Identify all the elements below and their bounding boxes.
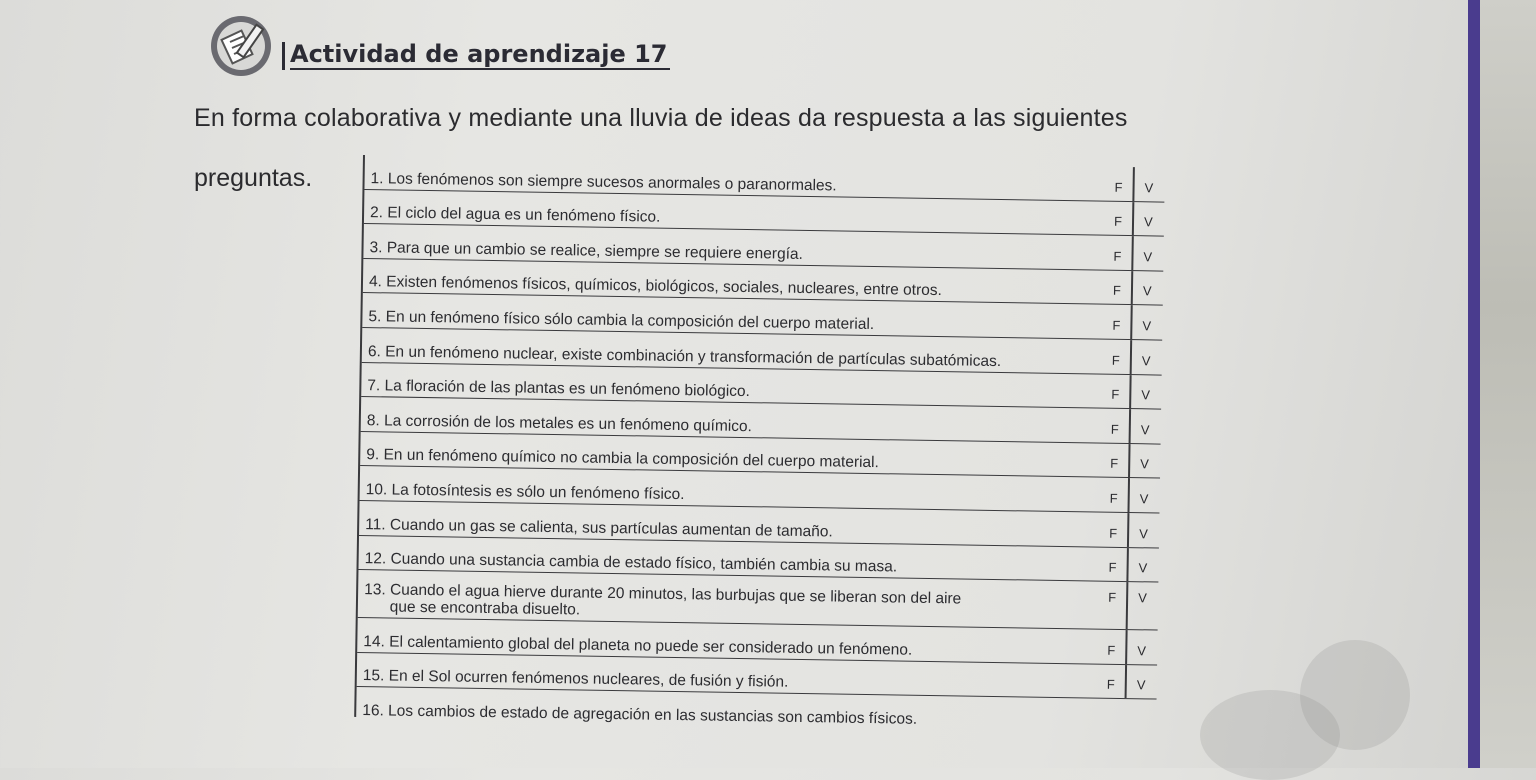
true-option[interactable]: V	[1140, 422, 1150, 438]
column-divider	[1127, 478, 1129, 512]
false-option[interactable]: F	[1109, 490, 1118, 506]
true-option[interactable]: V	[1143, 249, 1153, 265]
column-divider	[1126, 548, 1128, 582]
true-option[interactable]: V	[1143, 214, 1153, 230]
column-divider	[1129, 409, 1131, 443]
true-option[interactable]: V	[1142, 283, 1152, 299]
false-option[interactable]: F	[1114, 179, 1123, 195]
false-option[interactable]: F	[1111, 386, 1120, 403]
true-option[interactable]: V	[1136, 677, 1146, 693]
column-divider	[1128, 444, 1130, 478]
false-option[interactable]: F	[1112, 283, 1122, 299]
true-option[interactable]: V	[1138, 560, 1148, 576]
true-option[interactable]: V	[1139, 525, 1148, 541]
statement-text: 11. Cuando un gas se calienta, sus partículas aumentan de tamaño.	[365, 515, 833, 540]
true-false-table	[354, 155, 1165, 730]
statement-text: 9. En un fenómeno químico no cambia la composición del cuerpo material.	[366, 446, 880, 472]
false-option[interactable]: F	[1113, 213, 1123, 230]
column-divider	[1130, 340, 1132, 374]
true-option[interactable]: V	[1142, 318, 1152, 334]
false-option[interactable]: F	[1109, 525, 1118, 541]
false-option[interactable]: F	[1110, 421, 1119, 437]
false-option[interactable]: F	[1108, 559, 1117, 576]
statement-text: 10. La fotosíntesis es sólo un fenómeno físico.	[365, 481, 685, 504]
activity-pencil-icon	[206, 10, 276, 80]
column-divider	[1127, 513, 1129, 547]
shadow	[1200, 690, 1340, 780]
column-divider	[1131, 271, 1133, 305]
true-option[interactable]: V	[1141, 387, 1151, 403]
column-divider	[1132, 167, 1134, 201]
column-divider	[1130, 305, 1132, 339]
true-option[interactable]: V	[1139, 491, 1149, 507]
false-option[interactable]: F	[1113, 248, 1122, 264]
statement-text: 2. El ciclo del agua es un fenómeno físico.	[369, 204, 661, 226]
true-option[interactable]: V	[1137, 642, 1147, 659]
true-option[interactable]: V	[1141, 352, 1151, 368]
statement-text: 3. Para que un cambio se realice, siempre se requiere energía.	[369, 238, 804, 263]
column-divider	[1125, 665, 1127, 699]
true-option[interactable]: V	[1138, 590, 1147, 606]
statement-text: 15. En el Sol ocurren fenómenos nucleares, de fusión y fisión.	[362, 667, 789, 692]
false-option[interactable]: F	[1112, 317, 1121, 333]
instructions-line-1: En forma colaborativa y mediante una lluvia de ideas da respuesta a las siguientes	[194, 104, 1128, 132]
title-divider	[282, 42, 285, 70]
statement-text: 4. Existen fenómenos físicos, químicos, biológicos, sociales, nucleares, entre otros.	[368, 273, 942, 300]
false-option[interactable]: F	[1111, 352, 1120, 368]
page-edge	[1468, 0, 1480, 768]
false-option[interactable]: F	[1110, 456, 1119, 472]
false-option[interactable]: F	[1108, 589, 1117, 606]
column-divider	[1126, 582, 1128, 629]
statement-text: 5. En un fenómeno físico sólo cambia la composición del cuerpo material.	[368, 308, 875, 334]
background-surface	[1480, 0, 1536, 768]
statement-text: 13. Cuando el agua hierve durante 20 minutos, las burbujas que se liberan son del aire que se encontraba disuelto.	[363, 581, 962, 619]
false-option[interactable]: F	[1107, 642, 1116, 658]
statement-text: 12. Cuando una sustancia cambia de estado físico, también cambia su masa.	[364, 550, 898, 576]
activity-title: Actividad de aprendizaje 17	[290, 40, 668, 68]
column-divider	[1132, 202, 1134, 236]
column-divider	[1125, 630, 1127, 664]
true-option[interactable]: V	[1140, 456, 1150, 472]
statement-text: 6. En un fenómeno nuclear, existe combinación y transformación de partículas subatómicas.	[367, 342, 1002, 370]
true-option[interactable]: V	[1144, 179, 1154, 196]
statement-text: 1. Los fenómenos son siempre sucesos anormales o paranormales.	[370, 169, 837, 195]
statement-text: 14. El calentamiento global del planeta no puede ser considerado un fenómeno.	[363, 632, 913, 659]
column-divider	[1131, 236, 1133, 270]
instructions-line-2: preguntas.	[194, 164, 313, 192]
statement-text: 8. La corrosión de los metales es un fenómeno químico.	[366, 411, 753, 435]
statement-text: 16. Los cambios de estado de agregación en las sustancias son cambios físicos.	[362, 702, 918, 729]
statement-text: 7. La floración de las plantas es un fenómeno biológico.	[367, 377, 751, 401]
false-option[interactable]: F	[1106, 677, 1115, 693]
column-divider	[1129, 375, 1131, 409]
